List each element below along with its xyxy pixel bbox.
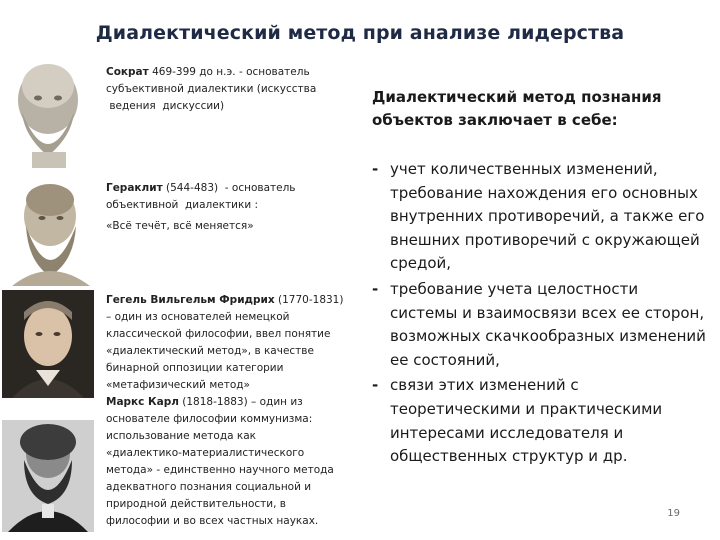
person-name: Гегель Вильгельм Фридрих [106,294,275,306]
bio-hegel [106,292,354,394]
person-name: Маркс Карл [106,396,179,408]
bio-line: «диалектический метод», в качестве [106,345,314,357]
list-item-text: связи этих изменений с теоретическими и практическими интересами исследователя и общественных структур и др. [390,376,663,466]
bio-socrates [106,64,354,115]
bio-line: бинарной оппозиции категории [106,362,284,374]
bio-line: использование метода как [106,430,256,442]
method-list [372,158,707,469]
bullet-dash: - [372,279,379,298]
list-item-text: учет количественных изменений, требование нахождения его основных внутренних противоречий, а также его внешних противоречий с окружающей средой, [390,160,705,273]
bio-line: метода» - единственно научного метода [106,464,334,476]
hegel-portrait-icon [2,290,94,398]
bullet-dash: - [372,160,379,178]
page-number: 19 [667,508,680,519]
bio-line: адекватного познания социальной и [106,481,312,493]
slide-title: Диалектический метод при анализе лидерства [95,22,625,44]
bio-line: ведения дискуссии) [106,100,225,112]
person-name: Гераклит [106,182,163,194]
bio-line: природной действительности, в [106,498,286,510]
bullet-dash: - [372,376,379,395]
list-item [372,158,707,276]
bio-line: философии и во всех частных науках. [106,515,319,527]
heraclitus-bust-icon [2,176,94,286]
bio-line: – один из основателей немецкой [106,311,290,323]
bio-line: (1818-1883) – один из [182,396,303,408]
method-intro: Диалектический метод познания объектов заключает в себе: [372,88,662,129]
bio-marx [106,394,354,530]
list-item-text: требование учета целостности системы и взаимосвязи всех ее сторон, возможных скачкообразных изменений ее состояний, [390,279,706,369]
bio-line: (1770-1831) [278,294,344,306]
marx-portrait-icon [2,420,94,532]
bio-line: основателе философии коммунизма: [106,413,313,425]
socrates-bust-icon [2,56,94,168]
bio-line: объективной диалектики : [106,199,259,211]
bio-line: «метафизический метод» [106,379,250,391]
bio-line: «Всё течёт, всё меняется» [106,220,254,232]
list-item [372,278,707,372]
bio-line: (544-483) - основатель [166,182,296,194]
bio-line: субъективной диалектики (искусства [106,83,317,95]
bio-heraclitus [106,180,354,235]
list-item [372,374,707,468]
bio-line: «диалектико-материалистического [106,447,305,459]
person-name: Сократ [106,66,149,78]
method-panel [372,86,707,471]
bio-line: 469-399 до н.э. - основатель [152,66,310,78]
bio-line: классической философии, ввел понятие [106,328,331,340]
